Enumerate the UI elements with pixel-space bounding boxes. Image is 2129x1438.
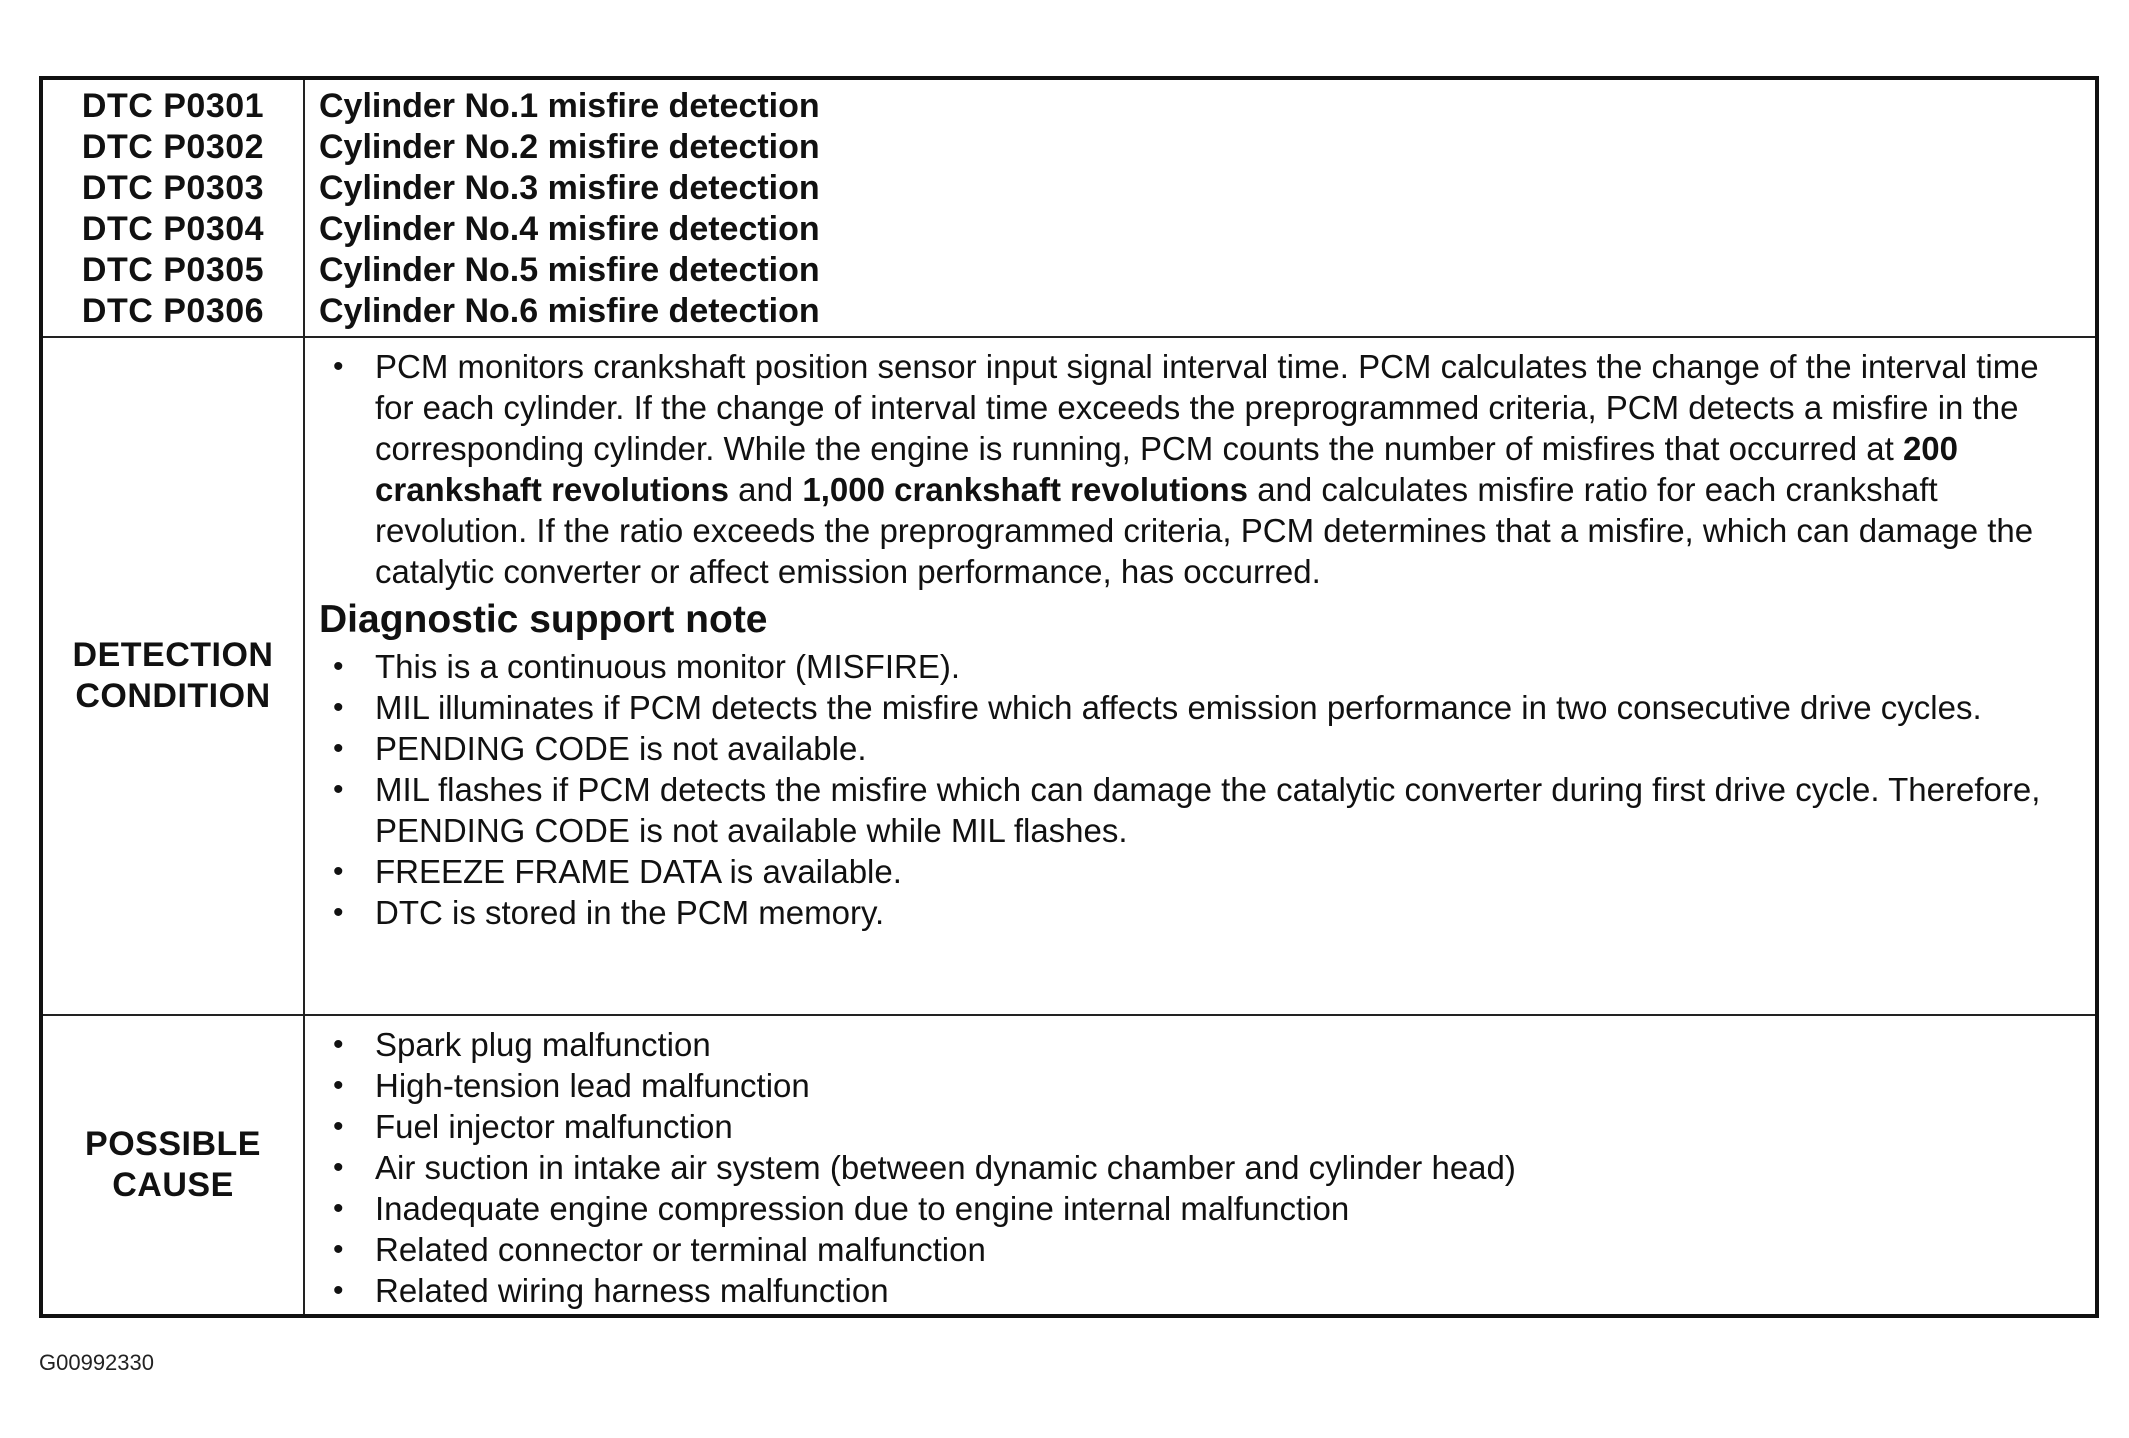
bullet-icon: • [333,732,344,765]
note-text: FREEZE FRAME DATA is available. [375,853,902,890]
note-text: MIL flashes if PCM detects the misfire which can damage the catalytic converter during first drive cycle. Therefore, PENDING CODE is not available while MIL flashes. [375,771,2041,849]
bullet-icon: • [333,1274,344,1307]
cause-text: Air suction in intake air system (between dynamic chamber and cylinder head) [375,1149,1516,1186]
diagnostic-note-item [319,769,2065,851]
diagnostic-note-item [319,728,2065,769]
dtc-code: DTC P0303 [81,169,265,207]
cause-item [319,1188,2065,1229]
dtc-code: DTC P0301 [81,87,265,125]
dtc-title: Cylinder No.1 misfire detection [319,87,820,125]
bullet-icon: • [333,1028,344,1061]
bullet-icon: • [333,1069,344,1102]
possible-cause-list [319,1024,2065,1311]
bullet-icon: • [333,1192,344,1225]
cause-text: Related wiring harness malfunction [375,1272,889,1309]
dtc-title: Cylinder No.3 misfire detection [319,169,820,207]
diagnostic-note-list [319,646,2065,933]
bullet-icon: • [333,650,344,683]
dtc-code-cell [41,78,304,337]
description-text: PCM monitors crankshaft position sensor input signal interval time. PCM calculates the change of the interval time for each cylinder. If the change of interval time exceeds the preprogrammed criteria, PCM detects a misfire in the corresponding cylinder. While the engine is running, PCM counts the number of misfires that occurred at [375,348,2039,467]
description-bold-text: 200 crankshaft revolutions [375,430,1958,508]
dtc-title: Cylinder No.6 misfire detection [319,292,820,330]
dtc-code: DTC P0305 [81,251,265,289]
diagnostic-note-item [319,892,2065,933]
possible-cause-label-cell [41,1015,304,1316]
bullet-icon: • [333,350,344,383]
cause-item [319,1270,2065,1311]
bullet-icon: • [333,773,344,806]
diagnostic-support-note-heading: Diagnostic support note [319,598,768,641]
cause-item [319,1229,2065,1270]
cause-item [319,1147,2065,1188]
bullet-icon: • [333,1110,344,1143]
dtc-info-table [39,76,2099,1318]
dtc-title: Cylinder No.5 misfire detection [319,251,820,289]
detection-description-list [319,346,2065,592]
dtc-code: DTC P0306 [81,292,265,330]
cause-item [319,1065,2065,1106]
cause-text: Inadequate engine compression due to engine internal malfunction [375,1190,1350,1227]
dtc-row [41,78,2097,337]
bullet-icon: • [333,896,344,929]
bullet-icon: • [333,855,344,888]
description-bold-text: 1,000 crankshaft revolutions [802,471,1249,508]
detection-condition-label-cell [41,337,304,1015]
condition-label-line: CONDITION [75,677,271,715]
note-text: PENDING CODE is not available. [375,730,867,767]
cause-text: Related connector or terminal malfunction [375,1231,986,1268]
possible-label-line: POSSIBLE [85,1125,261,1163]
bullet-icon: • [333,1233,344,1266]
detection-description [319,346,2065,592]
diagnostic-note-item [319,687,2065,728]
description-text: and [728,471,803,508]
bullet-icon: • [333,1151,344,1184]
detection-condition-content [304,337,2097,1015]
cause-label-line: CAUSE [112,1166,234,1204]
note-text: DTC is stored in the PCM memory. [375,894,885,931]
dtc-title: Cylinder No.2 misfire detection [319,128,820,166]
description-text: and calculates misfire ratio for each crankshaft revolution. If the ratio exceeds the preprogrammed criteria, PCM determines that a misfire, which can damage the catalytic converter or affect emission performance, has occurred. [375,471,2034,590]
detection-condition-row [41,337,2097,1015]
cause-text: Spark plug malfunction [375,1026,711,1063]
cause-item [319,1106,2065,1147]
cause-item [319,1024,2065,1065]
dtc-title: Cylinder No.4 misfire detection [319,210,820,248]
note-text: MIL illuminates if PCM detects the misfire which affects emission performance in two consecutive drive cycles. [375,689,1982,726]
dtc-code: DTC P0304 [81,210,265,248]
possible-cause-row [41,1015,2097,1316]
possible-cause-content [304,1015,2097,1316]
dtc-title-cell [304,78,2097,337]
cause-text: Fuel injector malfunction [375,1108,733,1145]
dtc-code: DTC P0302 [81,128,265,166]
bullet-icon: • [333,691,344,724]
figure-id: G00992330 [39,1350,154,1375]
cause-text: High-tension lead malfunction [375,1067,810,1104]
note-text: This is a continuous monitor (MISFIRE). [375,648,961,685]
diagnostic-note-item [319,646,2065,687]
detection-label-line: DETECTION [72,636,274,674]
diagnostic-note-item [319,851,2065,892]
